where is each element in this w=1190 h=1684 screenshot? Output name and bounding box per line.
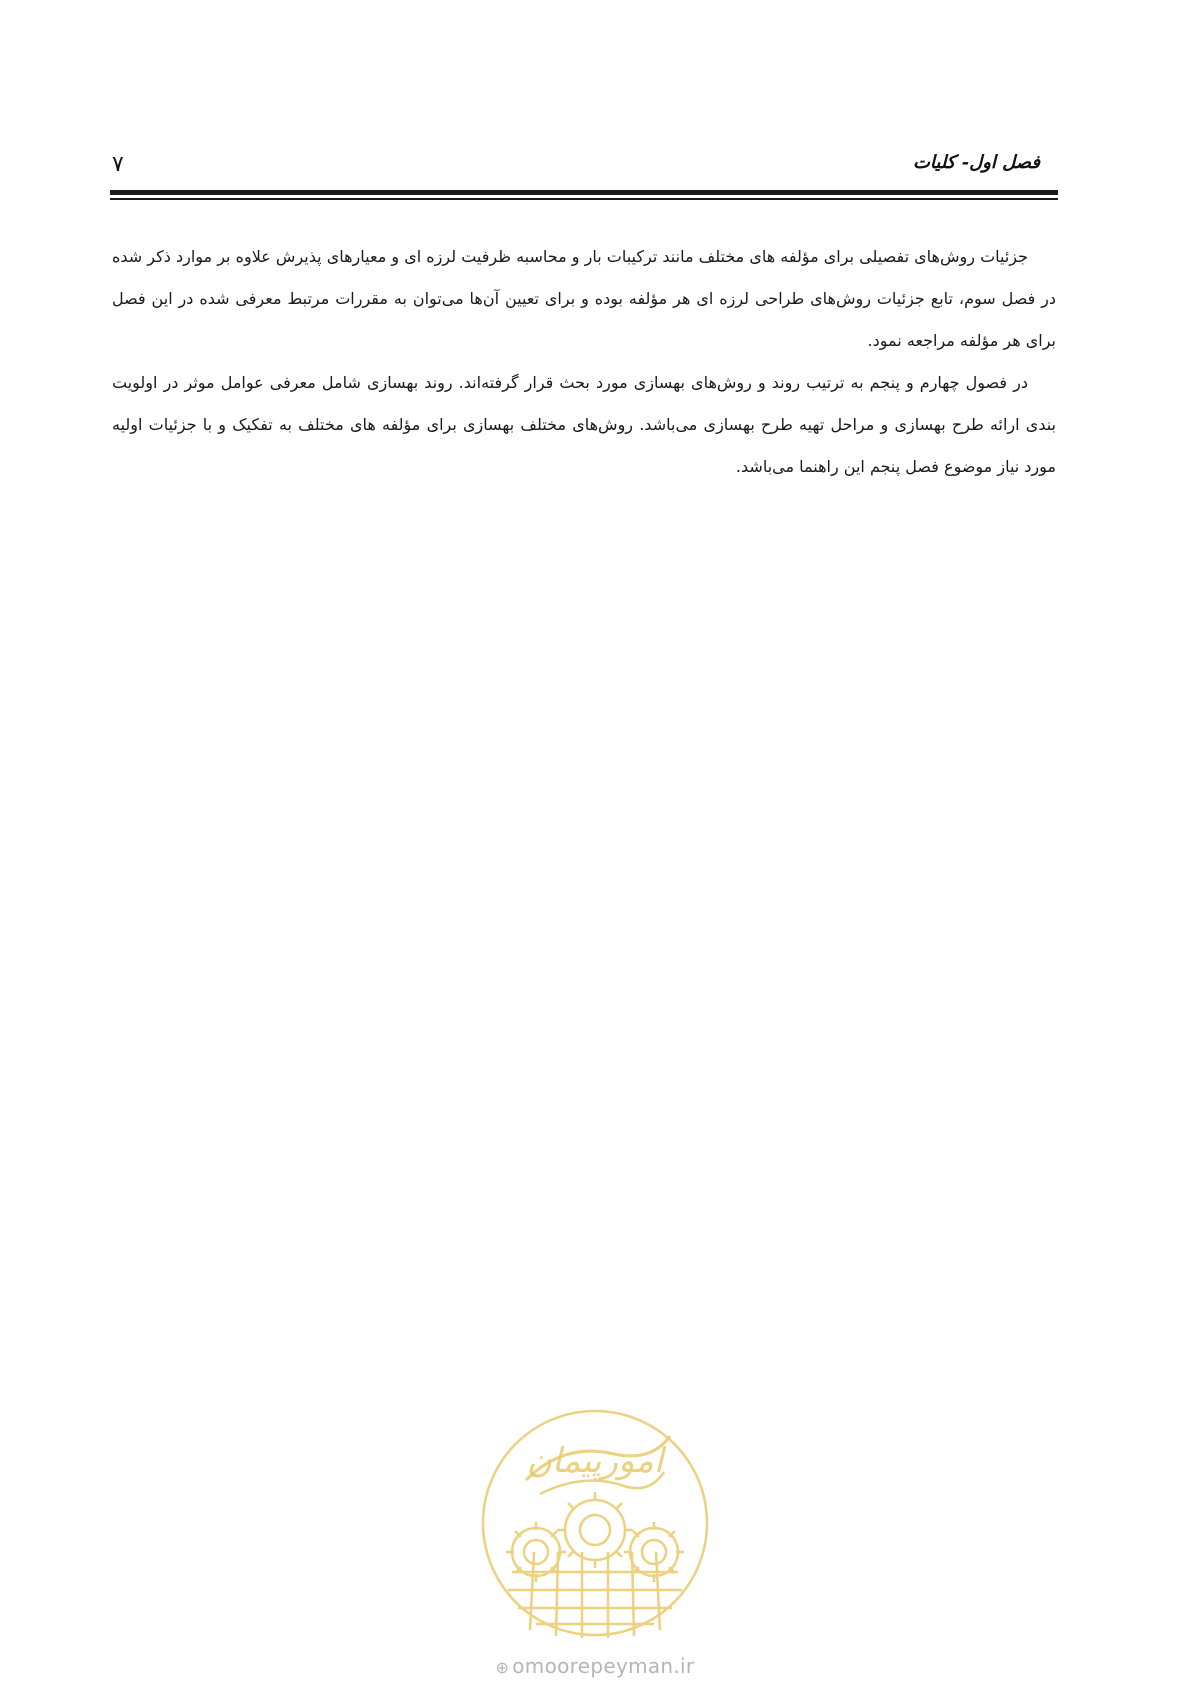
paragraph-2: در فصول چهارم و پنجم به ترتیب روند و روش‌های بهسازی مورد بحث قرار گرفته‌اند. روند بهسازی شامل معرفی عوامل موثر در اولویت بندی ارائه طرح بهسازی و مراحل تهیه طرح بهسازی می‌باشد. روش‌های مختلف بهسازی برای مؤلفه های مختلف به تفکیک و با جزئیات اولیه مورد نیاز موضوع فصل پنجم این راهنما می‌باشد. [112, 373, 1056, 476]
site-url [490, 1654, 700, 1678]
page-number: ۷ [112, 152, 124, 177]
body-text [112, 236, 1056, 488]
paragraph-1: جزئیات روش‌های تفصیلی برای مؤلفه های مختلف مانند ترکیبات بار و محاسبه ظرفیت لرزه ای و معیارهای پذیرش علاوه بر موارد ذکر شده در فصل سوم، تابع جزئیات روش‌های طراحی لرزه ای هر مؤلفه بوده و برای تعیین آن‌ها می‌توان به مقررات مرتبط معرفی شده در این فصل برای هر مؤلفه مراجعه نمود. [112, 247, 1056, 350]
globe-icon: ⊕ [495, 1658, 510, 1677]
watermark-logo-text: امورپیمان [526, 1441, 664, 1481]
watermark-logo [474, 1402, 716, 1644]
site-url-text: omoorepeyman.ir [512, 1654, 695, 1678]
header-rule-thin [110, 198, 1058, 200]
header-rule-thick [110, 190, 1058, 195]
chapter-title: فصل اول- کلیات [912, 152, 1040, 173]
